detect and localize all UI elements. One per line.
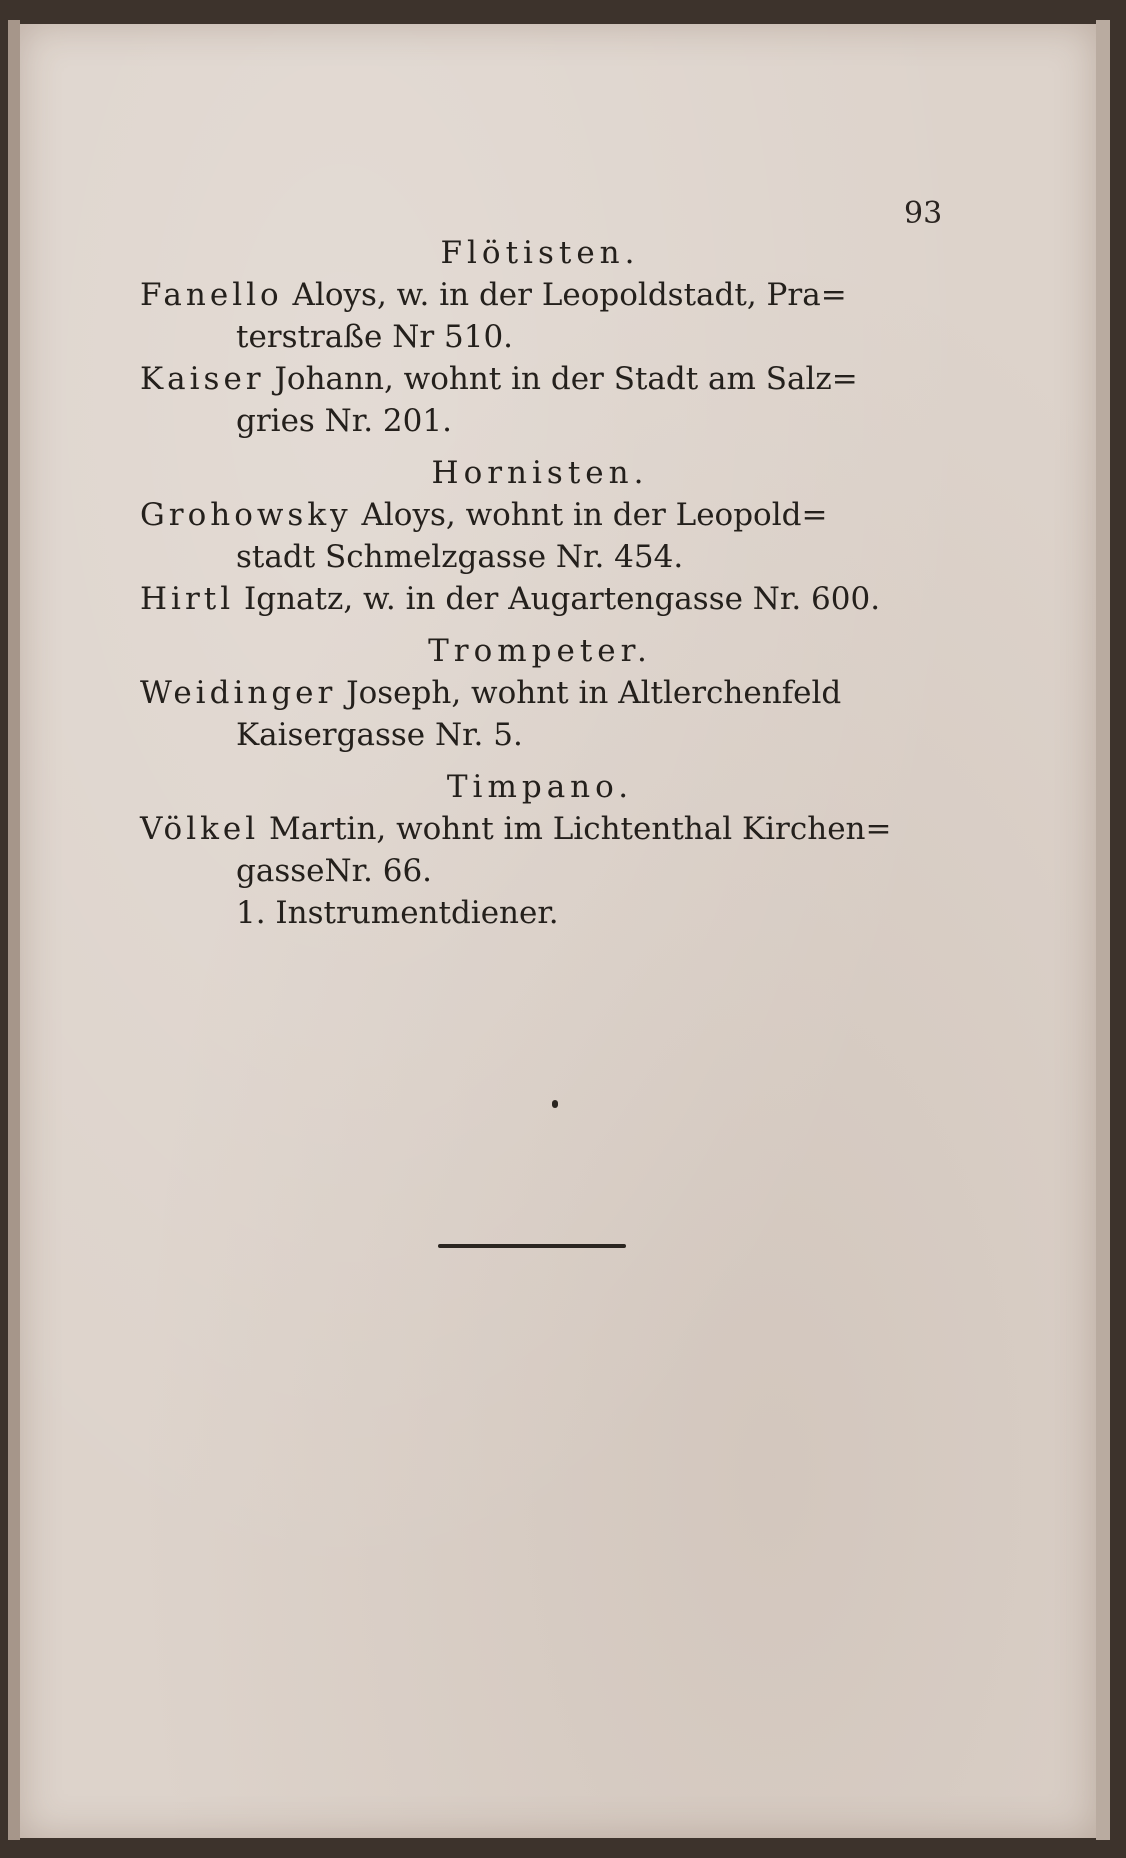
entry-line-1: [140, 494, 940, 536]
list-item: [140, 808, 940, 892]
page-edge-left: [8, 20, 20, 1840]
entry-line-2: gries Nr. 201.: [236, 403, 452, 439]
entry-surname: Grohowsky: [140, 497, 352, 533]
entry-line-1: [140, 578, 940, 620]
entry-surname: Weidinger: [140, 675, 337, 711]
ink-speck: [552, 1100, 558, 1108]
entry-line-2: terstraße Nr 510.: [236, 319, 514, 355]
entry-line-1: [140, 808, 940, 850]
page-edge-right: [1096, 20, 1110, 1840]
entry-text: Aloys, wohnt in der Leopold=: [351, 497, 828, 533]
entry-text: Martin, wohnt im Lichtenthal Kirchen=: [259, 811, 892, 847]
entry-text: Aloys, w. in der Leopoldstadt, Pra=: [282, 277, 847, 313]
entry-line-2: stadt Schmelzgasse Nr. 454.: [236, 539, 684, 575]
entry-line-1: [140, 672, 940, 714]
section-heading: Flötisten.: [440, 235, 640, 271]
entry-surname: Kaiser: [140, 361, 265, 397]
entry-line-2: gasseNr. 66.: [236, 853, 433, 889]
entry-line-2: Kaisergasse Nr. 5.: [236, 717, 523, 753]
page-text: [140, 232, 940, 934]
footnote: [140, 892, 940, 934]
list-item: [140, 358, 940, 442]
entry-line-1: [140, 358, 940, 400]
list-item: [140, 494, 940, 578]
entry-text: Joseph, wohnt in Altlerchenfeld: [336, 675, 842, 711]
list-item: [140, 578, 940, 620]
section-heading: Hornisten.: [431, 455, 649, 491]
entry-surname: Fanello: [140, 277, 283, 313]
page-number: 93: [904, 196, 943, 231]
entry-surname: Völkel: [140, 811, 260, 847]
entry-text: Ignatz, w. in der Augartengasse Nr. 600.: [234, 581, 881, 617]
footnote-text: 1. Instrumentdiener.: [236, 895, 559, 931]
section-heading: Trompeter.: [428, 633, 652, 669]
section-heading: Timpano.: [446, 769, 634, 805]
entry-line-1: [140, 274, 940, 316]
entry-surname: Hirtl: [140, 581, 235, 617]
list-item: [140, 672, 940, 756]
entry-text: Johann, wohnt in der Stadt am Salz=: [264, 361, 858, 397]
closing-rule: [438, 1244, 626, 1248]
list-item: [140, 274, 940, 358]
